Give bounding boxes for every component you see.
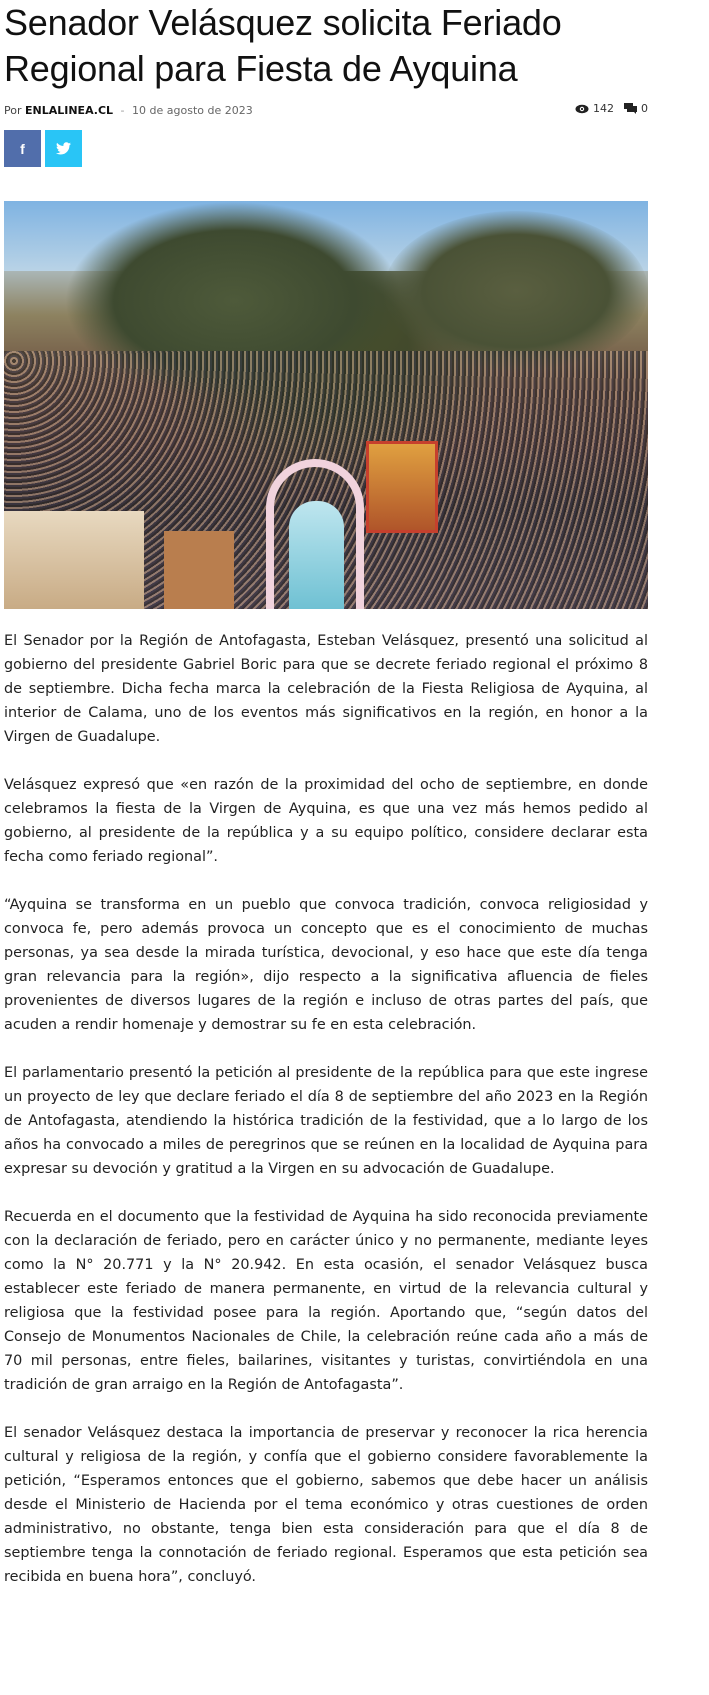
byline-separator: - xyxy=(120,104,125,117)
article-paragraph: Recuerda en el documento que la festividad de Ayquina ha sido reconocida previamente con la declaración de feriado, pero en carácter único y no permanente, mediante leyes como la N° 20.771 y la N° 20.942. En esta ocasión, el senador Velásquez busca establecer este feriado de manera permanente, en virtud de la relevancia cultural y religiosa que la festividad posee para la región. Aportando que, “según datos del Consejo de Monumentos Nacionales de Chile, la celebración reúne cada año a más de 70 mil personas, entre fieles, bailarines, visitantes y turistas, convirtiéndola en una tradición de gran arraigo en la Región de Antofagasta”. xyxy=(4,1209,648,1393)
eye-icon xyxy=(575,104,589,114)
twitter-icon xyxy=(56,142,71,155)
article-stats xyxy=(575,102,648,115)
article-paragraph: El Senador por la Región de Antofagasta, Esteban Velásquez, presentó una solicitud al gobierno del presidente Gabriel Boric para que se decrete feriado regional el próximo 8 de septiembre. Dicha fecha marca la celebración de la Fiesta Religiosa de Ayquina, al interior de Calama, uno de los eventos más significativos en la región, en honor a la Virgen de Guadalupe. xyxy=(4,633,648,745)
article xyxy=(4,0,648,1613)
article-body xyxy=(4,629,648,1589)
image-table xyxy=(4,511,144,609)
article-paragraph: El parlamentario presentó la petición al presidente de la república para que este ingrese un proyecto de ley que declare feriado el día 8 de septiembre del año 2023 en la Región de Antofagasta, atendiendo la histórica tradición de la festividad, que a lo largo de los años ha convocado a miles de peregrinos que se reúnen en la localidad de Ayquina para expresar su devoción y gratitud a la Virgen en su advocación de Guadalupe. xyxy=(4,1065,648,1177)
article-paragraph: El senador Velásquez destaca la importancia de preservar y reconocer la rica herencia cultural y religiosa de la región, y confía que el gobierno considere favorablemente la petición, “Esperamos entonces que el gobierno, sabemos que debe hacer un análisis desde el Ministerio de Hacienda por el tema económico y otras cuestiones de orden administrativo, no obstante, tenga bien esta consideración para que el día 8 de septiembre tenga la connotación de feriado regional. Esperamos que esta petición sea recibida en buena hora”, concluyó. xyxy=(4,1425,648,1585)
article-paragraph: “Ayquina se transforma en un pueblo que convoca tradición, convoca religiosidad y convoca fe, pero además provoca un concepto que es el conocimiento de muchas personas, ya sea desde la mirada turística, devocional, y eso hace que este día tenga gran relevancia para la región», dijo respecto a la significativa afluencia de fieles provenientes de diversos lugares de la región e incluso de otras partes del país, que acuden a rendir homenaje y demostrar su fe en esta celebración. xyxy=(4,897,648,1033)
byline xyxy=(4,104,253,117)
views-count: 142 xyxy=(593,102,614,115)
image-podium xyxy=(164,531,234,609)
author-link[interactable]: ENLALINEA.CL xyxy=(25,104,114,117)
article-paragraph: Velásquez expresó que «en razón de la proximidad del ocho de septiembre, en donde celebramos la fiesta de la Virgen de Ayquina, es que una vez más hemos pedido al gobierno, al presidente de la república y a su equipo político, considere declarar esta fecha como feriado regional”. xyxy=(4,777,648,865)
article-meta xyxy=(4,100,648,124)
views-stat xyxy=(575,102,614,115)
image-flower-arch xyxy=(266,459,364,609)
twitter-share-button[interactable] xyxy=(45,130,82,167)
image-tree xyxy=(384,211,648,371)
share-buttons xyxy=(4,130,648,167)
article-featured-image xyxy=(4,201,648,609)
article-title: Senador Velásquez solicita Feriado Regional para Fiesta de Ayquina xyxy=(4,2,562,89)
image-religious-banner xyxy=(366,441,438,533)
comment-icon xyxy=(624,103,637,114)
comments-stat[interactable] xyxy=(624,102,648,115)
facebook-icon: f xyxy=(20,140,25,157)
comments-count: 0 xyxy=(641,102,648,115)
facebook-share-button[interactable] xyxy=(4,130,41,167)
publish-date: 10 de agosto de 2023 xyxy=(132,104,253,117)
by-label: Por xyxy=(4,104,22,117)
